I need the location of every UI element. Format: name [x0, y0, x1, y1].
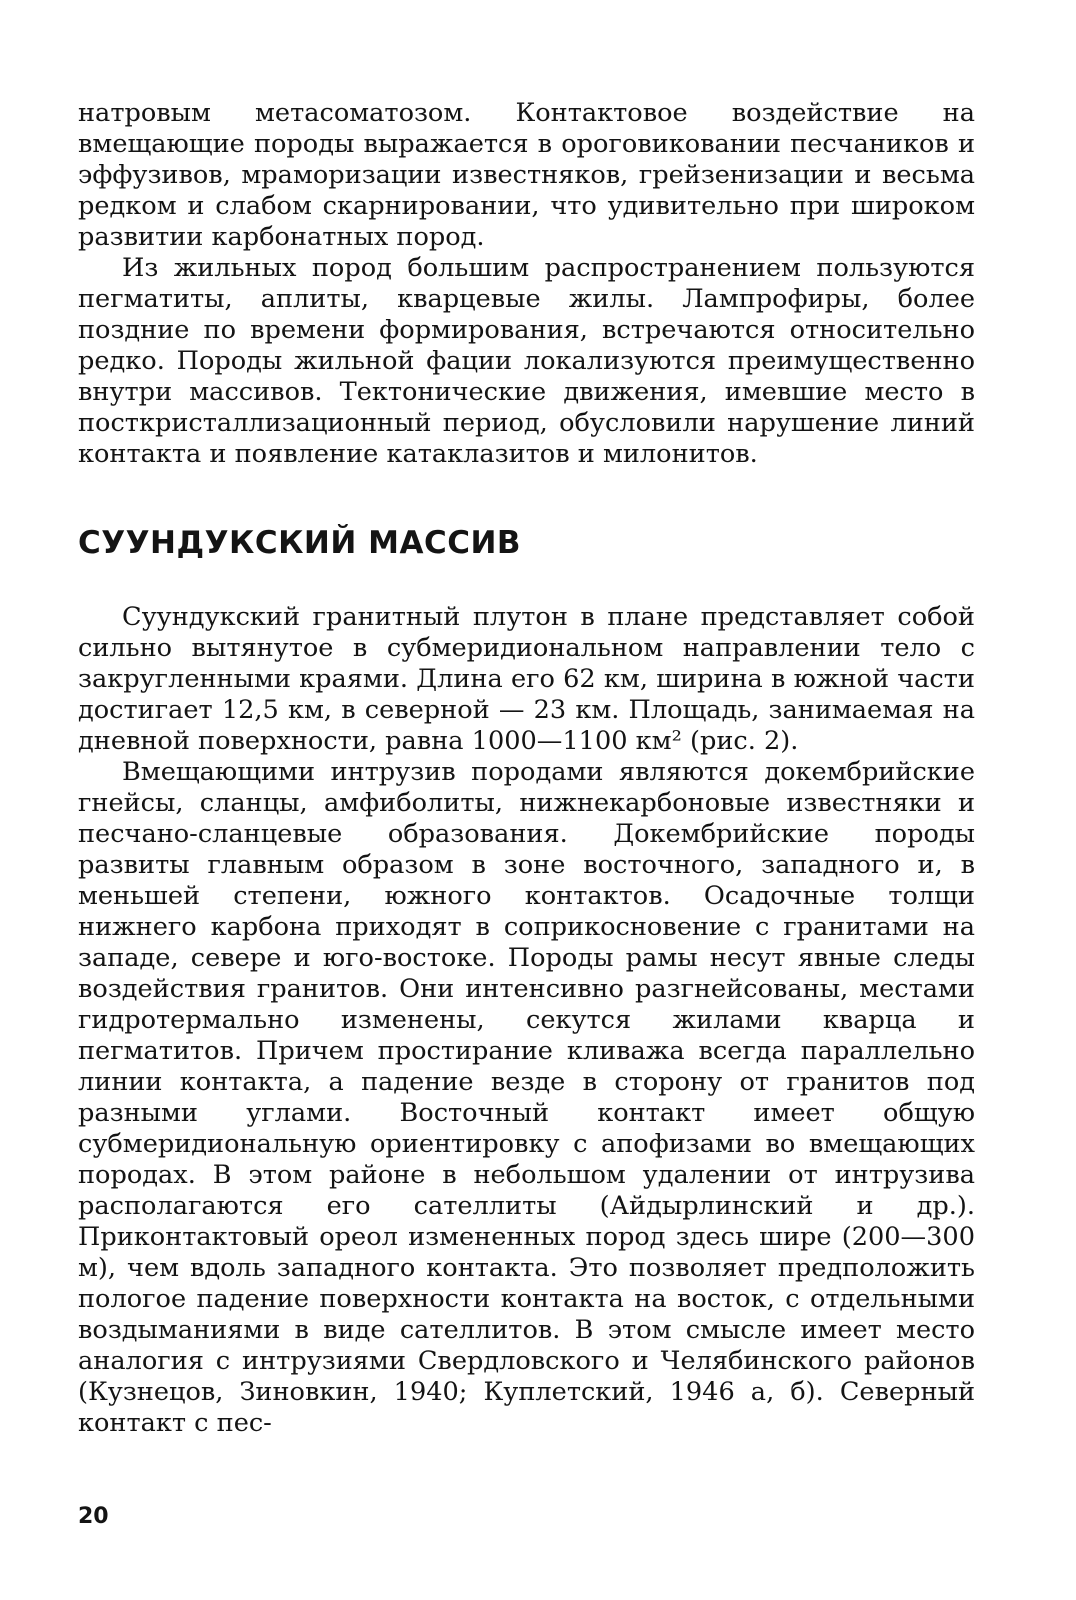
paragraph-continuation: натровым метасоматозом. Контактовое воздействие на вмещающие породы выражается в ороговиковании песчаников и эффузивов, мраморизации известняков, грейзенизации и весьма редком и слабом скарнировании, что удивительно при широком развитии карбонатных пород. [78, 98, 975, 252]
section-heading: СУУНДУКСКИЙ МАССИВ [78, 525, 522, 561]
paragraph-vein-rocks: Из жильных пород большим распространением пользуются пегматиты, аплиты, кварцевые жилы. Лампрофиры, более поздние по времени формирования, встречаются относительно редко. Породы жильной фации локализуются преимущественно внутри массивов. Тектонические движения, имевшие место в посткристаллизационный период, обусловили нарушение линий контакта и появление катаклазитов и милонитов. [78, 253, 975, 469]
page-body [78, 98, 975, 1439]
paragraph-pluton-description: Суундукский гранитный плутон в плане представляет собой сильно вытянутое в субмеридиональном направлении тело с закругленными краями. Длина его 62 км, ширина в южной части достигает 12,5 км, в северной — 23 км. Площадь, занимаемая на дневной поверхности, равна 1000—1100 км² (рис. 2). [78, 602, 975, 756]
page-number: 20 [78, 1504, 109, 1529]
paragraph-host-rocks: Вмещающими интрузив породами являются докембрийские гнейсы, сланцы, амфиболиты, нижнекарбоновые известняки и песчано-сланцевые образования. Докембрийские породы развиты главным образом в зоне восточного, западного и, в меньшей степени, южного контактов. Осадочные толщи нижнего карбона приходят в соприкосновение с гранитами на западе, севере и юго-востоке. Породы рамы несут явные следы воздействия гранитов. Они интенсивно разгнейсованы, местами гидротермально изменены, секутся жилами кварца и пегматитов. Причем простирание кливажа всегда параллельно линии контакта, а падение везде в сторону от гранитов под разными углами. Восточный контакт имеет общую субмеридиональную ориентировку с апофизами во вмещающих породах. В этом районе в небольшом удалении от интрузива располагаются его сателлиты (Айдырлинский и др.). Приконтактовый ореол измененных пород здесь шире (200—300 м), чем вдоль западного контакта. Это позволяет предположить пологое падение поверхности контакта на восток, с отдельными воздыманиями в виде сателлитов. В этом смысле имеет место аналогия с интрузиями Свердловского и Челябинского районов (Кузнецов, Зиновкин, 1940; Куплетский, 1946 а, б). Северный контакт с пес- [78, 757, 975, 1438]
